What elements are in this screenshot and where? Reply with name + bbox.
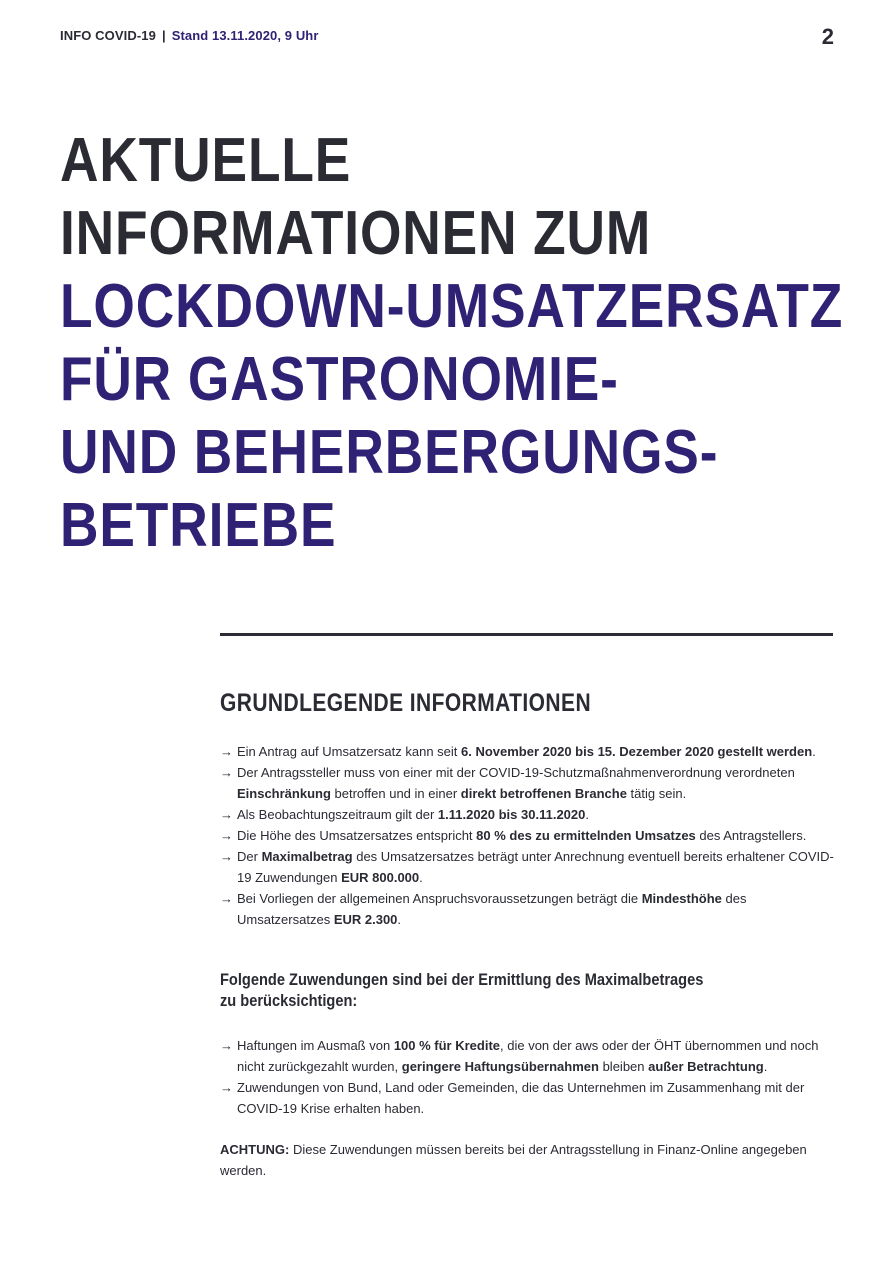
title-line-3: LOCKDOWN-UMSATZERSATZ <box>60 272 844 341</box>
list-item <box>220 888 840 930</box>
subheading-line-2: zu berücksichtigen: <box>220 991 358 1010</box>
list-item-text: tätig sein. <box>626 786 687 801</box>
arrow-right-icon: → <box>220 807 233 822</box>
list-item-text: , die von der aws oder der ÖHT übernommen und noch nicht zurückgezahlt wurden, <box>237 1038 819 1074</box>
header-separator: | <box>161 28 166 43</box>
arrow-right-icon: → <box>220 1080 233 1095</box>
page-number: 2 <box>821 24 834 49</box>
list-item-text: Als Beobachtungszeitraum gilt der <box>237 807 438 822</box>
list-item-emphasis: 6. November 2020 bis 15. Dezember 2020 gestellt werden <box>461 744 813 759</box>
list-item-text: des Umsatzersatzes beträgt unter Anrechnung eventuell bereits erhaltener COVID-19 Zuwendungen <box>237 849 834 885</box>
list-item <box>220 762 840 804</box>
list-item-text: des Antragstellers. <box>695 828 807 843</box>
list-item-emphasis: 80 % des zu ermittelnden Umsatzes <box>476 828 696 843</box>
title-line-1: AKTUELLE <box>60 126 352 195</box>
arrow-right-icon: → <box>220 1038 233 1053</box>
list-item-text: Ein Antrag auf Umsatzersatz kann seit <box>237 744 461 759</box>
list-item-text: Der Antragssteller muss von einer mit der COVID-19-Schutzmaßnahmenverordnung verordneten <box>237 765 795 780</box>
list-item-text: . <box>419 870 423 885</box>
list-item-emphasis: außer Betrachtung <box>648 1059 764 1074</box>
list-item-emphasis: EUR 800.000 <box>341 870 420 885</box>
subheading-line-1: Folgende Zuwendungen sind bei der Ermittlung des Maximalbetrages <box>220 970 704 989</box>
header-stand-date: Stand 13.11.2020, 9 Uhr <box>171 28 319 43</box>
list-item-text: Bei Vorliegen der allgemeinen Anspruchsvoraussetzungen beträgt die <box>237 891 642 906</box>
list-item-text: . <box>397 912 402 927</box>
funding-list <box>220 1035 840 1119</box>
list-item <box>220 1077 840 1119</box>
list-item-emphasis: Maximalbetrag <box>261 849 353 864</box>
title-line-6: BETRIEBE <box>60 491 337 560</box>
list-item-text: betroffen und in einer <box>330 786 461 801</box>
arrow-right-icon: → <box>220 849 233 864</box>
list-item-emphasis: 100 % für Kredite <box>393 1038 501 1053</box>
list-item-text: . <box>812 744 816 759</box>
list-item-text: Die Höhe des Umsatzersatzes entspricht <box>237 828 477 843</box>
header-label: INFO COVID-19 <box>60 28 156 43</box>
list-item <box>220 846 840 888</box>
list-item-emphasis: geringere Haftungsübernahmen <box>401 1059 599 1074</box>
list-item-text: . <box>763 1059 768 1074</box>
list-item-emphasis: EUR 2.300 <box>333 912 398 927</box>
list-item-emphasis: direkt betroffenen Branche <box>460 786 627 801</box>
arrow-right-icon: → <box>220 891 233 906</box>
subheading <box>220 969 703 1011</box>
page-title <box>60 124 892 562</box>
title-line-4: FÜR GASTRONOMIE- <box>60 345 619 414</box>
title-line-5: UND BEHERBERGUNGS- <box>60 418 719 487</box>
list-item <box>220 804 840 825</box>
header-info <box>60 28 319 43</box>
list-item-text: bleiben <box>598 1059 649 1074</box>
list-item-emphasis: Einschränkung <box>237 786 331 801</box>
warning-label: ACHTUNG: <box>220 1142 290 1157</box>
section-divider <box>220 633 833 636</box>
title-line-2: INFORMATIONEN ZUM <box>60 199 652 268</box>
list-item <box>220 1035 840 1077</box>
list-item-text: . <box>585 807 589 822</box>
list-item-emphasis: Mindesthöhe <box>641 891 722 906</box>
list-item-text: Der <box>237 849 262 864</box>
list-item-emphasis: 1.11.2020 bis 30.11.2020 <box>437 807 586 822</box>
arrow-right-icon: → <box>220 744 233 759</box>
arrow-right-icon: → <box>220 765 233 780</box>
warning-text: Diese Zuwendungen müssen bereits bei der Antragsstellung in Finanz-Online angegeben werden. <box>220 1142 807 1178</box>
arrow-right-icon: → <box>220 828 233 843</box>
list-item <box>220 741 840 762</box>
info-list <box>220 741 840 930</box>
list-item-text: Zuwendungen von Bund, Land oder Gemeinden, die das Unternehmen im Zusammenhang mit der COVID-19 Krise erhalten haben. <box>237 1080 805 1116</box>
list-item-text: Haftungen im Ausmaß von <box>237 1038 394 1053</box>
list-item-text: des Umsatzersatzes <box>237 891 747 927</box>
warning-note <box>220 1139 835 1181</box>
section-heading: GRUNDLEGENDE INFORMATIONEN <box>220 689 592 717</box>
list-item <box>220 825 840 846</box>
